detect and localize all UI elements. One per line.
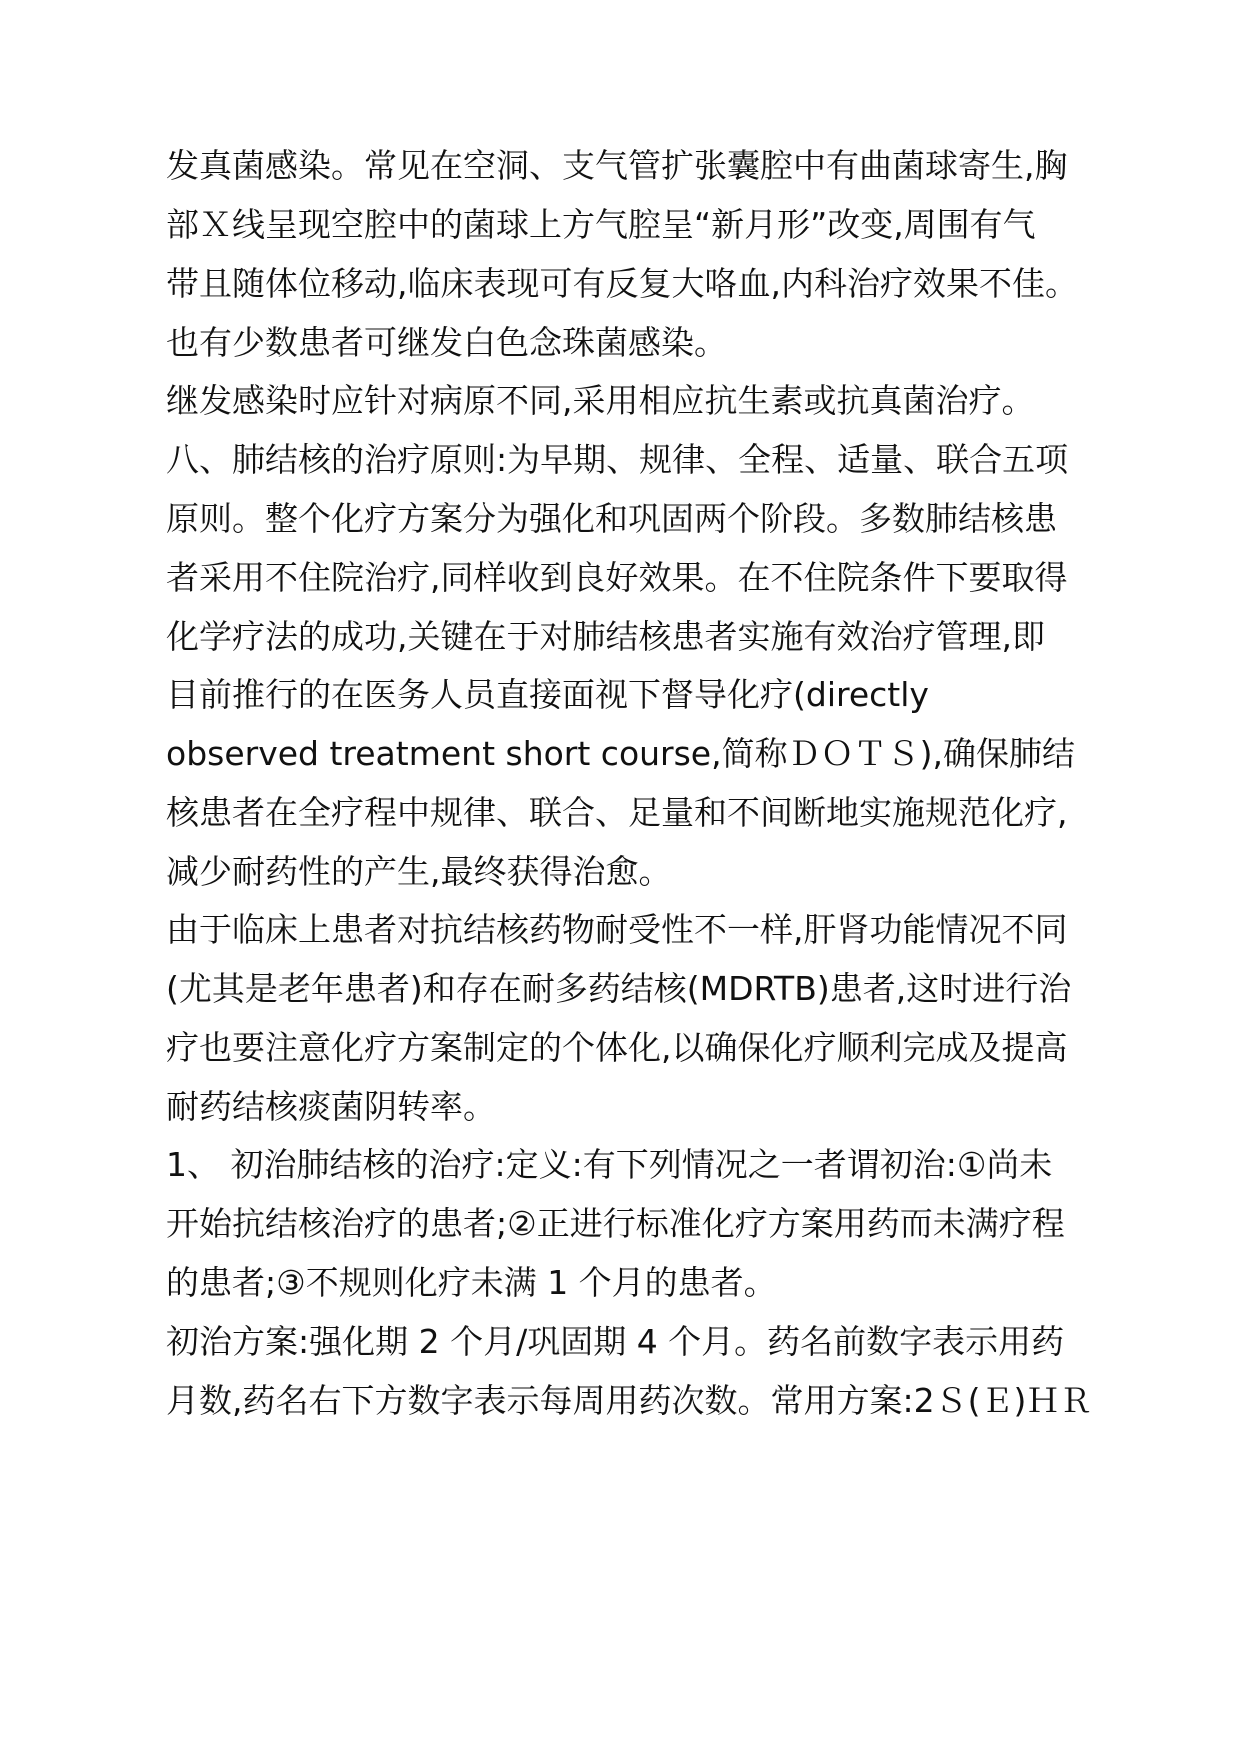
numbered-item-line: 1、 初治肺结核的治疗:定义:有下列情况之一者谓初治:①尚未 bbox=[166, 1145, 1053, 1184]
text-line: 初治方案:强化期 2 个月/巩固期 4 个月。药名前数字表示用药 bbox=[166, 1322, 1065, 1361]
text-line: 月数,药名右下方数字表示每周用药次数。常用方案:2Ｓ(Ｅ)ＨＲ bbox=[166, 1381, 1093, 1420]
text-line: 部Ｘ线呈现空腔中的菌球上方气腔呈“新月形”改变,周围有气 bbox=[166, 205, 1036, 244]
text-line: 的患者;③不规则化疗未满 1 个月的患者。 bbox=[166, 1263, 777, 1302]
text-line: 带且随体位移动,临床表现可有反复大咯血,内科治疗效果不佳。 bbox=[166, 264, 1078, 303]
text-line: 开始抗结核治疗的患者;②正进行标准化疗方案用药而未满疗程 bbox=[166, 1204, 1065, 1243]
text-line: 目前推行的在医务人员直接面视下督导化疗(directly bbox=[166, 675, 929, 714]
text-line: 核患者在全疗程中规律、联合、足量和不间断地实施规范化疗, bbox=[166, 793, 1068, 832]
text-line: observed treatment short course,简称ＤＯＴＳ),确保肺结 bbox=[166, 734, 1075, 773]
text-line: 耐药结核痰菌阴转率。 bbox=[166, 1087, 496, 1126]
text-line: 疗也要注意化疗方案制定的个体化,以确保化疗顺利完成及提高 bbox=[166, 1028, 1068, 1067]
text-line: (尤其是老年患者)和存在耐多药结核(MDRTB)患者,这时进行治 bbox=[166, 969, 1072, 1008]
text-line: 由于临床上患者对抗结核药物耐受性不一样,肝肾功能情况不同 bbox=[166, 910, 1068, 949]
text-line: 者采用不住院治疗,同样收到良好效果。在不住院条件下要取得 bbox=[166, 558, 1068, 597]
text-line: 也有少数患者可继发白色念珠菌感染。 bbox=[166, 323, 727, 362]
text-line: 发真菌感染。常见在空洞、支气管扩张囊腔中有曲菌球寄生,胸 bbox=[166, 146, 1068, 185]
text-line: 继发感染时应针对病原不同,采用相应抗生素或抗真菌治疗。 bbox=[166, 381, 1035, 420]
section-heading-line: 八、肺结核的治疗原则:为早期、规律、全程、适量、联合五项 bbox=[166, 440, 1069, 479]
text-line: 化学疗法的成功,关键在于对肺结核患者实施有效治疗管理,即 bbox=[166, 617, 1045, 656]
text-line: 原则。整个化疗方案分为强化和巩固两个阶段。多数肺结核患 bbox=[166, 499, 1057, 538]
text-line: 减少耐药性的产生,最终获得治愈。 bbox=[166, 852, 672, 891]
